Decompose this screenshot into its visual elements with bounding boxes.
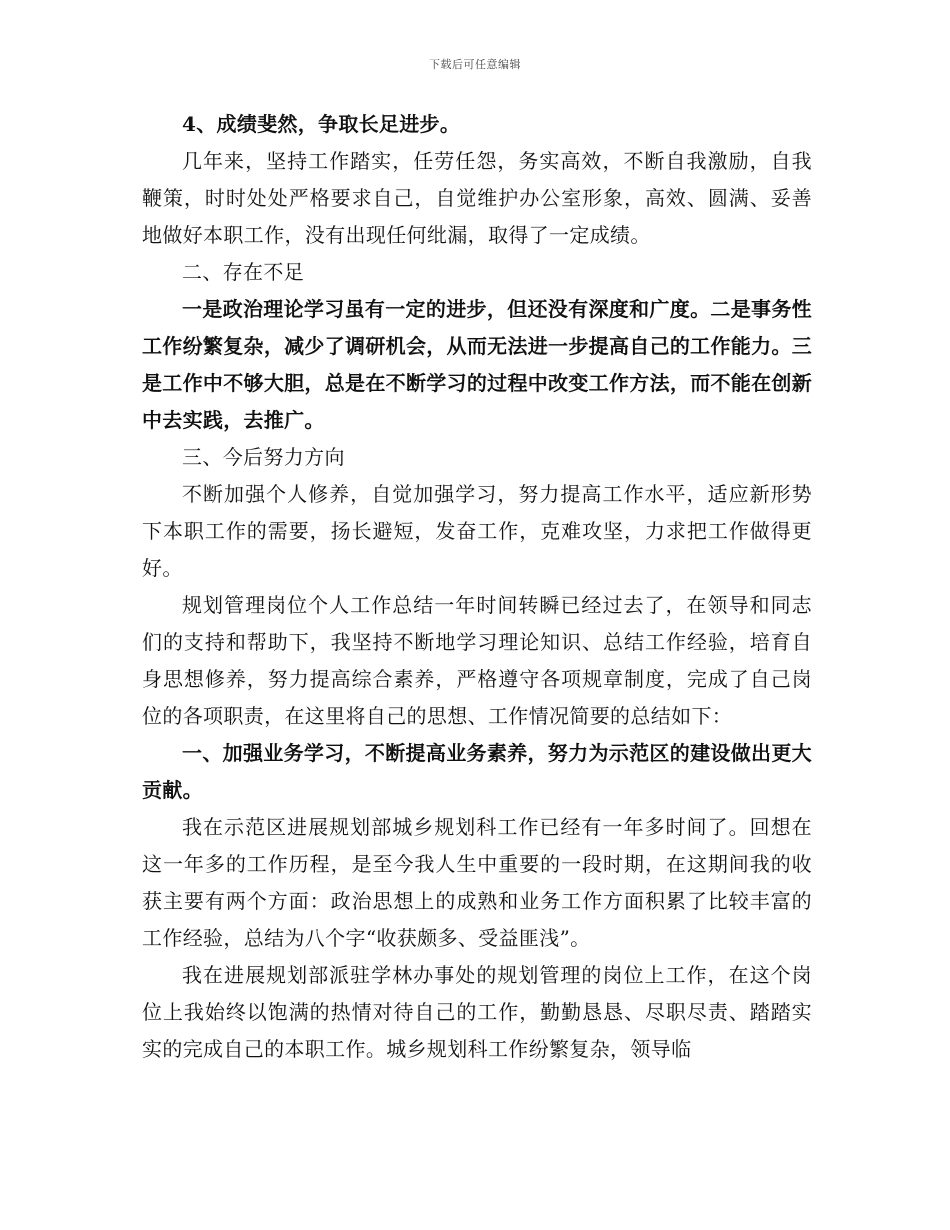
paragraph-achievement: 几年来，坚持工作踏实，任劳任怨，务实高效，不断自我激励，自我鞭策，时时处处严格要求自己，自觉维护办公室形象，高效、圆满、妥善地做好本职工作，没有出现任何纰漏，取得了一定成绩。 <box>142 149 812 247</box>
section-heading-future-direction: 三、今后努力方向 <box>182 445 345 469</box>
paragraph-post-duties: 我在进展规划部派驻学林办事处的规划管理的岗位上工作，在这个岗位上我始终以饱满的热情对待自己的工作，勤勤恳恳、尽职尽责、踏踏实实的完成自己的本职工作。城乡规划科工作纷繁复杂，领导临 <box>142 963 812 1061</box>
paragraph-planning-summary-intro: 规划管理岗位个人工作总结一年时间转瞬已经过去了，在领导和同志们的支持和帮助下，我坚持不断地学习理论知识、总结工作经验，培育自身思想修养，努力提高综合素养，严格遵守各项规章制度，完成了自己岗位的各项职责，在这里将自己的思想、工作情况简要的总结如下： <box>142 593 812 728</box>
paragraph-shortcomings: 一是政治理论学习虽有一定的进步，但还没有深度和广度。二是事务性工作纷繁复杂，减少了调研机会，从而无法进一步提高自己的工作能力。三是工作中不够大胆，总是在不断学习的过程中改变工作方法，而不能在创新中去实践，去推广。 <box>142 297 812 432</box>
paragraph-future-direction: 不断加强个人修养，自觉加强学习，努力提高工作水平，适应新形势下本职工作的需要，扬长避短，发奋工作，克难攻坚，力求把工作做得更好。 <box>142 482 812 580</box>
page-header: 下载后可任意编辑 <box>429 58 521 71</box>
section-heading-business-study: 一、加强业务学习，不断提高业务素养，努力为示范区的建设做出更大贡献。 <box>142 741 812 802</box>
section-heading-achievement: 4、成绩斐然，争取长足进步。 <box>182 112 461 136</box>
paragraph-work-experience: 我在示范区进展规划部城乡规划科工作已经有一年多时间了。回想在这一年多的工作历程，是至今我人生中重要的一段时期，在这期间我的收获主要有两个方面：政治思想上的成熟和业务工作方面积累了比较丰富的工作经验，总结为八个字“收获颇多、受益匪浅”。 <box>142 815 812 950</box>
section-heading-shortcomings: 二、存在不足 <box>182 260 305 284</box>
document-body <box>142 106 812 1068</box>
